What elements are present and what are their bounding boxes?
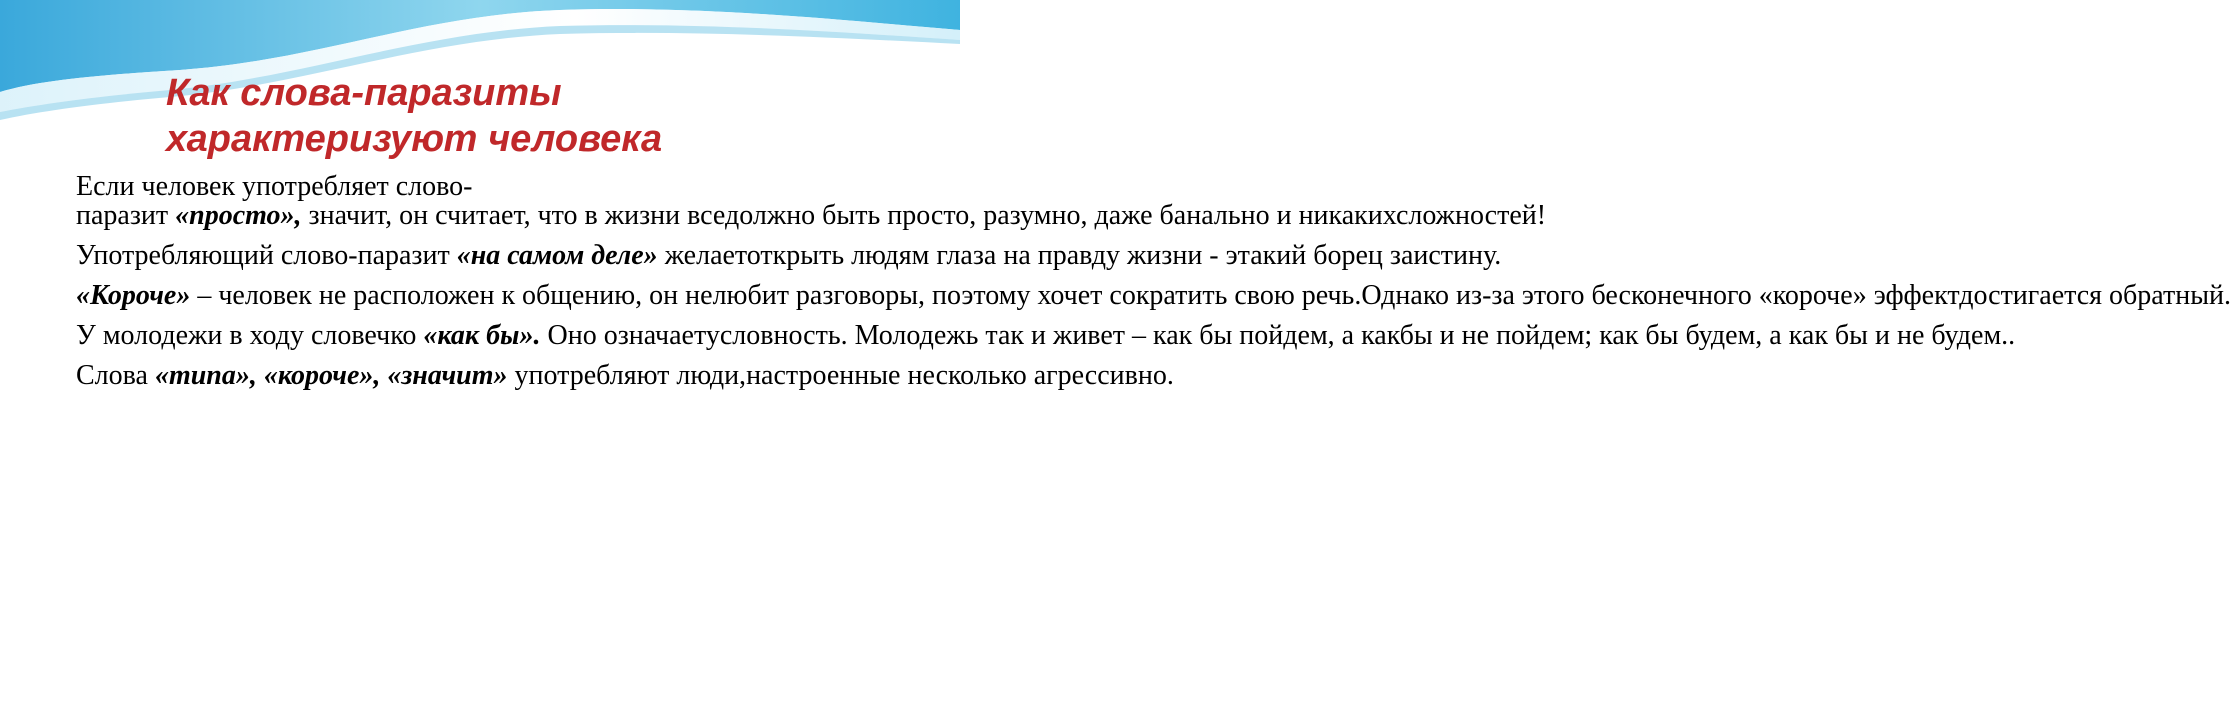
paragraph-line bbox=[725, 200, 1396, 231]
body-text-segment: желает bbox=[657, 240, 747, 271]
paragraph-line bbox=[746, 360, 1174, 391]
paragraph-line bbox=[1959, 280, 2231, 311]
paragraph-line bbox=[76, 171, 473, 202]
paragraph bbox=[76, 320, 2016, 351]
paragraph-line bbox=[76, 240, 747, 271]
paragraph bbox=[76, 240, 1502, 271]
paragraph-line bbox=[76, 320, 706, 351]
paragraph-line bbox=[706, 320, 1400, 351]
body-text-segment: любит разговоры, поэтому хочет сократить свою речь. bbox=[712, 280, 1362, 311]
body-text-segment: Слова bbox=[76, 360, 155, 391]
body-text-segment: паразит bbox=[76, 200, 176, 231]
keyword-text: «просто», bbox=[175, 200, 302, 231]
body-text bbox=[76, 171, 2231, 401]
body-text-segment: достигается обратный. bbox=[1959, 280, 2231, 311]
body-text-segment: условность. Молодежь так и живет – как бы пойдем, а как bbox=[705, 320, 1400, 351]
keyword-text: «как бы». bbox=[423, 320, 541, 351]
keyword-text: «типа», «короче», «значит» bbox=[154, 360, 508, 391]
body-text-segment: Если человек употребляет слово- bbox=[76, 171, 473, 202]
body-text-segment: должно быть просто, разумно, даже банально и никаких bbox=[725, 200, 1396, 231]
paragraph-line bbox=[1400, 320, 2016, 351]
body-text-segment: У молодежи в ходу словечко bbox=[76, 320, 424, 351]
body-text-segment: сложностей! bbox=[1395, 200, 1547, 231]
body-text-segment: значит, он считает, что в жизни все bbox=[301, 200, 725, 231]
paragraph-line bbox=[1361, 280, 1959, 311]
paragraph-line bbox=[1413, 240, 1501, 271]
body-text-segment: настроенные несколько агрессивно. bbox=[746, 360, 1174, 391]
body-text-segment: открыть людям глаза на правду жизни - этакий борец за bbox=[746, 240, 1414, 271]
paragraph-line bbox=[76, 360, 746, 391]
keyword-text: «Короче» bbox=[76, 280, 191, 311]
body-text-segment: – человек не расположен к общению, он не bbox=[190, 280, 713, 311]
title-line-1: Как слова-паразиты bbox=[166, 72, 562, 114]
paragraph-line bbox=[747, 240, 1414, 271]
body-text-segment: Употребляющий слово-паразит bbox=[76, 240, 457, 271]
body-text-segment: употребляют люди, bbox=[507, 360, 747, 391]
paragraph bbox=[76, 280, 2231, 311]
paragraph-line bbox=[76, 200, 725, 231]
paragraph-line bbox=[1396, 200, 1546, 231]
body-text-segment: истину. bbox=[1413, 240, 1502, 271]
paragraph-line bbox=[76, 280, 713, 311]
paragraph bbox=[76, 171, 1547, 231]
paragraph bbox=[76, 360, 1174, 391]
body-text-segment: Однако из-за этого бесконечного «короче» эффект bbox=[1361, 280, 1960, 311]
page-title bbox=[166, 70, 866, 162]
paragraph-line bbox=[713, 280, 1362, 311]
body-text-segment: Оно означает bbox=[540, 320, 706, 351]
title-line-2: характеризуют человека bbox=[166, 118, 663, 160]
keyword-text: «на самом деле» bbox=[456, 240, 658, 271]
body-text-segment: бы и не пойдем; как бы будем, а как бы и не будем.. bbox=[1399, 320, 2016, 351]
